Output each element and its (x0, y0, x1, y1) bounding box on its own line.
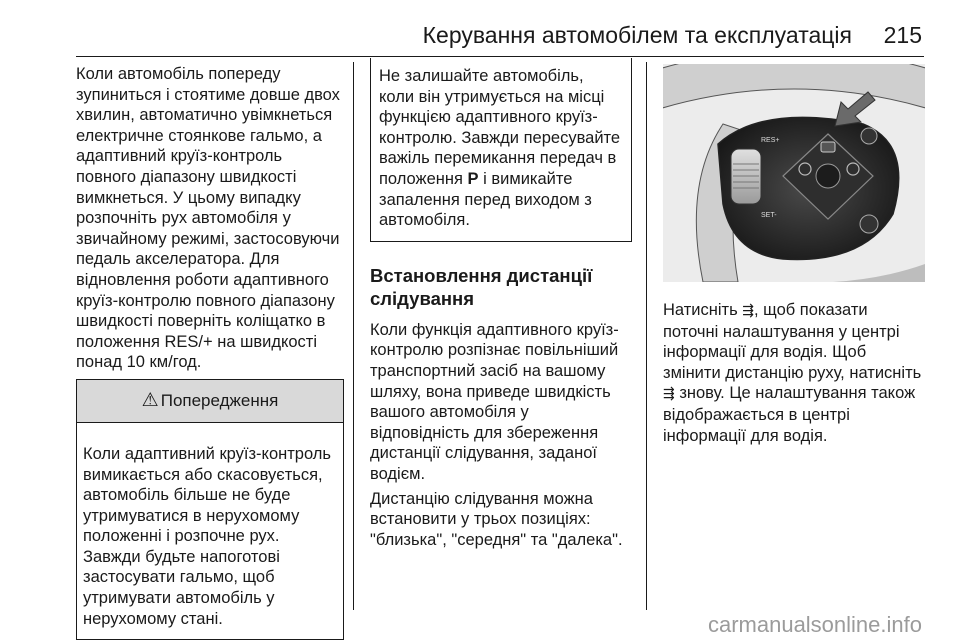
page-header (0, 0, 960, 52)
box-text-before: Не залишайте автомобіль, коли він утримується на місці функцією адаптивного круїз-контролю. Завжди пересувайте важіль перемикання передач в положення (379, 67, 621, 188)
section-heading: Встановлення дистанції слідування (370, 264, 593, 309)
warning-icon: ⚠ (141, 389, 159, 411)
res-label: RES+ (761, 137, 780, 144)
steering-wheel-illustration (663, 64, 925, 282)
set-label: SET- (761, 212, 777, 219)
col1-paragraph: Коли автомобіль попереду зупиниться і стоятиме довше двох хвилин, автоматично увімкнеться електричне стоянкове гальмо, а адаптивний круїз-контроль повного діапазону швидкості вимкнеться. У цьому випадку розпочніть рух автомобіля у звичайному режимі, застосовуючи педаль акселератора. Для відновлення роботи адаптивного круїз-контролю повного діапазону швидкості поверніть коліщатко в положення RES/+ на швидкості понад 10 км/год. (76, 65, 340, 372)
column-3 (663, 64, 925, 450)
col2-paragraph-2: Дистанцію слідування можна встановити у трьох позиціях: "близька", "середня" та "далека". (370, 489, 623, 549)
column-divider-2 (646, 62, 647, 610)
warning-text: Коли адаптивний круїз-контроль вимикається або скасовується, автомобіль більше не буде утримуватися в нерухомому положенні і розпочне рух. Завжди будьте напоготові застосувати гальмо, щоб утримувати автомобіль у нерухомому стані. (83, 444, 332, 628)
col3-text-3: знову. Це налаштування також відображається в центрі інформації для водія. (663, 384, 916, 445)
page-number: 215 (883, 22, 922, 48)
warning-title: Попередження (160, 390, 279, 410)
gap-button (821, 142, 835, 152)
pointer-arrow (835, 92, 875, 126)
col3-text-2: , щоб показати поточні налаштування у центрі інформації для водія. Щоб змінити дистанцію руху, натисніть (663, 301, 922, 382)
follow-distance-icon: ⇶ (742, 303, 755, 319)
column-2 (370, 64, 632, 554)
lane-button (861, 128, 877, 144)
col3-paragraph (663, 300, 925, 446)
column-divider-1 (353, 62, 354, 610)
column-1 (76, 64, 344, 640)
header-divider (76, 56, 924, 57)
steering-wheel-svg (663, 64, 925, 282)
warning-box (76, 379, 344, 640)
col2-paragraph-1: Коли функція адаптивного круїз-контролю розпізнає повільніший транспортний засіб на вашому шляху, вона приведе швидкість вашого автомобіля у відповідність для збереження дистанції слідування, заданої водієм. (370, 320, 619, 483)
watermark: carmanualsonline.info (707, 612, 922, 637)
page-title: Керування автомобілем та експлуатація (422, 22, 852, 48)
car-button (860, 215, 878, 233)
box-text-after: і вимикайте запалення перед виходом з автомобіля. (379, 169, 592, 230)
box-gear-p: P (467, 169, 479, 188)
follow-distance-icon-2: ⇶ (663, 386, 675, 403)
col3-text-1: Натисніть (663, 301, 743, 319)
warning-header (77, 380, 343, 423)
warning-continuation-box (370, 58, 632, 242)
